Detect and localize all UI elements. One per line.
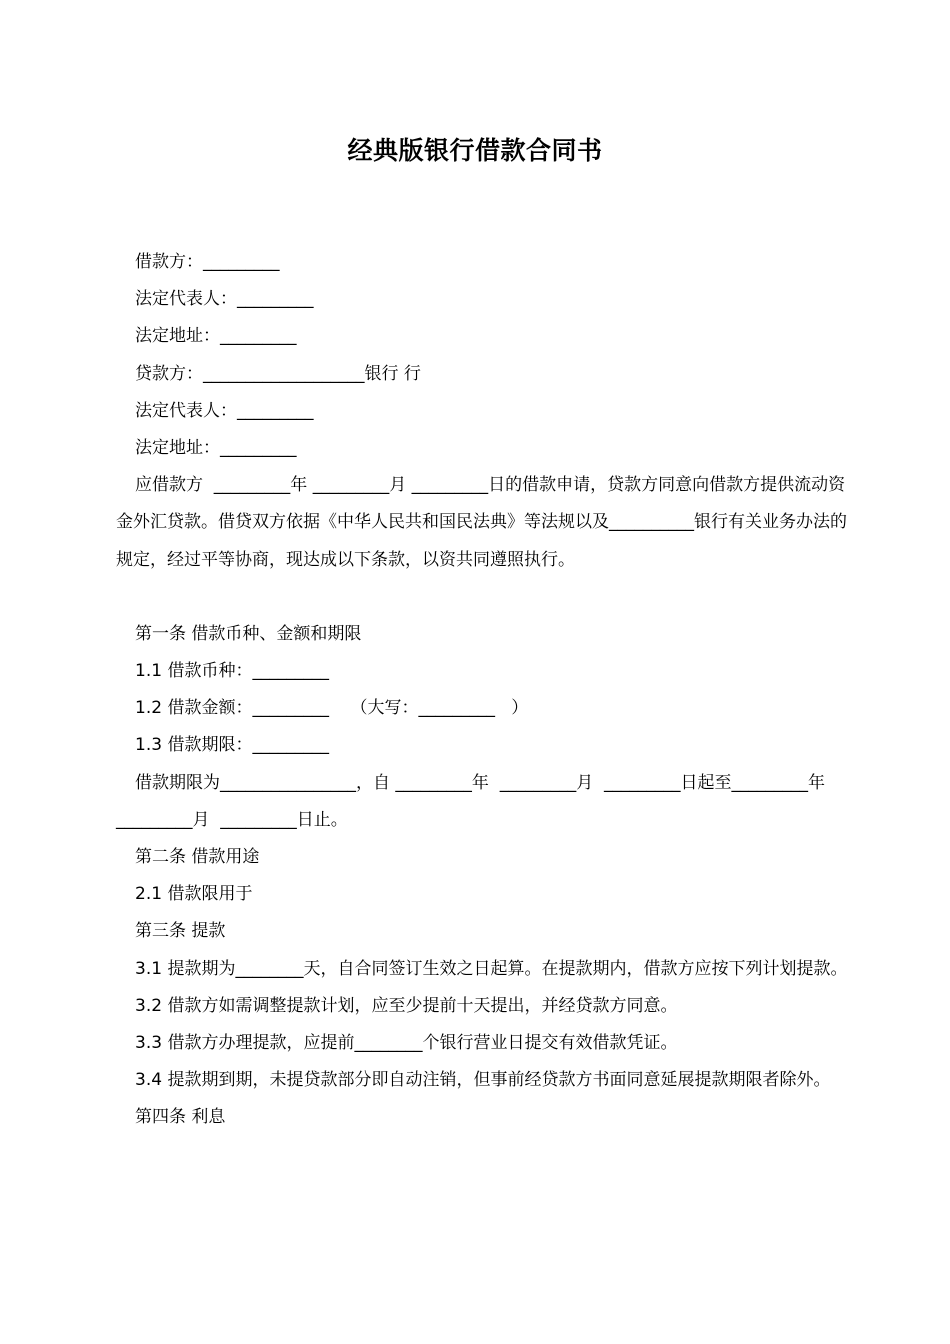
lender-line: 贷款方：___________________银行 行 xyxy=(135,363,421,384)
contract-body xyxy=(116,244,850,1137)
clause-3-3: 3.3 借款方办理提款，应提前________个银行营业日提交有效借款凭证。 xyxy=(135,1033,678,1054)
article-4-heading: 第四条 利息 xyxy=(135,1107,226,1128)
section-spacer xyxy=(116,579,850,616)
article-3-heading: 第三条 提款 xyxy=(135,921,226,942)
clause-1-1: 1.1 借款币种：_________ xyxy=(135,661,329,682)
article-2-heading: 第二条 借款用途 xyxy=(135,847,260,868)
borrower-legal-rep-line: 法定代表人：_________ xyxy=(135,289,314,310)
lender-address-line: 法定地址：_________ xyxy=(135,438,297,459)
loan-term-paragraph: 借款期限为________________，自 _________年 _________月 _________日起至_________年 _________月 _________日止。 xyxy=(116,772,836,830)
borrower-address-line: 法定地址：_________ xyxy=(135,326,297,347)
document-title: 经典版银行借款合同书 xyxy=(347,136,603,165)
clause-3-2: 3.2 借款方如需调整提款计划，应至少提前十天提出，并经贷款方同意。 xyxy=(135,995,678,1016)
article-1-heading: 第一条 借款币种、金额和期限 xyxy=(135,623,362,644)
clause-1-3: 1.3 借款期限：_________ xyxy=(135,735,329,756)
lender-legal-rep-line: 法定代表人：_________ xyxy=(135,400,314,421)
preamble-paragraph: 应借款方 _________年 _________月 _________日的借款申请，贷款方同意向借款方提供流动资金外汇贷款。借贷双方依据《中华人民共和国民法典》等法规以及__________银行有关业务办法的规定，经过平等协商，现达成以下条款，以资共同遵照执行。 xyxy=(116,475,847,570)
clause-3-1: 3.1 提款期为________天，自合同签订生效之日起算。在提款期内，借款方应按下列计划提款。 xyxy=(135,958,848,979)
clause-2-1: 2.1 借款限用于 xyxy=(135,884,253,905)
clause-1-2: 1.2 借款金额：_________ （大写：_________ ） xyxy=(135,698,529,719)
borrower-line: 借款方：_________ xyxy=(135,252,280,272)
clause-3-4: 3.4 提款期到期，未提贷款部分即自动注销，但事前经贷款方书面同意延展提款期限者除外。 xyxy=(135,1070,831,1091)
